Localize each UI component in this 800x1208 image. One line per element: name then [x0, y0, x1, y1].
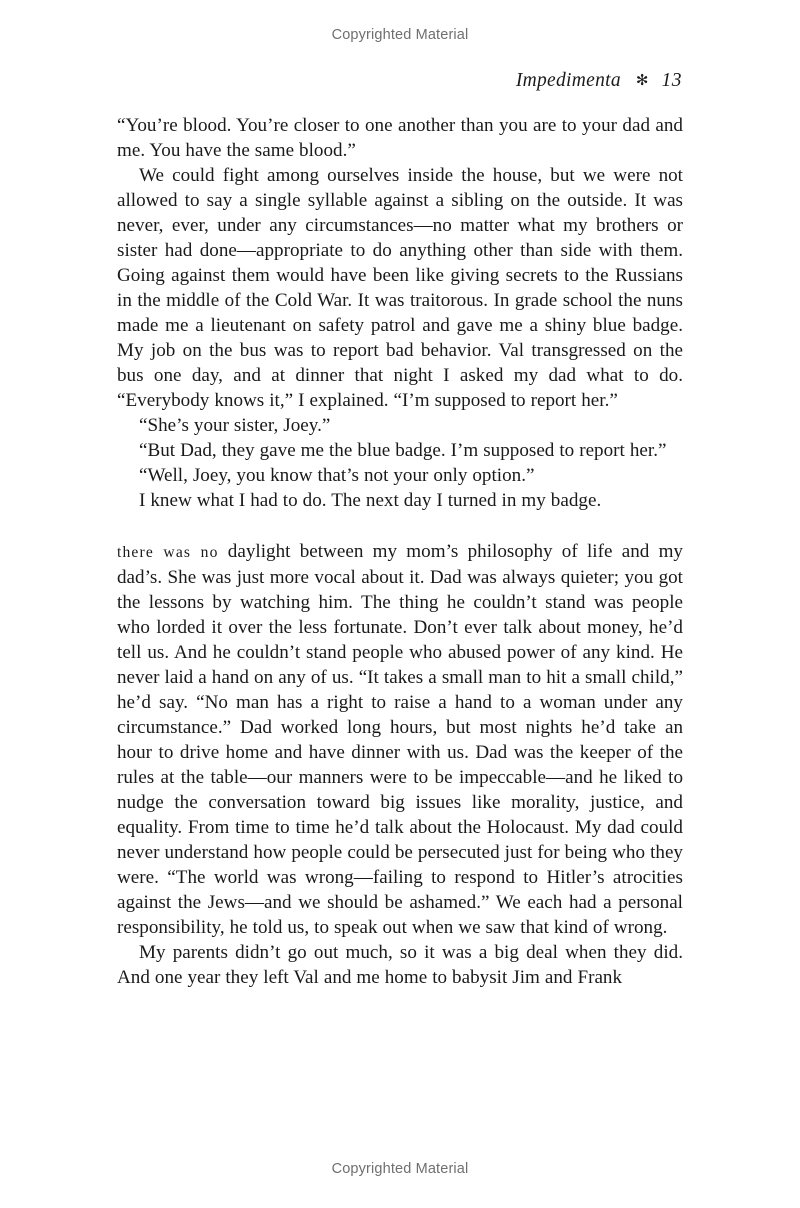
running-head: [516, 70, 682, 92]
paragraph: We could fight among ourselves inside the house, but we were not allowed to say a single syllable against a sibling on the outside. It was never, ever, under any circumstances—no matter what my brothers or sister had done—appropriate to do anything other than side with them. Going against them would have been like giving secrets to the Russians in the middle of the Cold War. It was traitorous. In grade school the nuns made me a lieutenant on safety patrol and gave me a shiny blue badge. My job on the bus was to report bad behavior. Val transgressed on the bus one day, and at dinner that night I asked my dad what to do. “Everybody knows it,” I explained. “I’m supposed to report her.”: [117, 165, 683, 411]
paragraph: My parents didn’t go out much, so it was a big deal when they did. And one year they left Val and me home to babysit Jim and Frank: [117, 942, 683, 988]
paragraph-section-opening: [117, 539, 683, 940]
paragraph-text: daylight between my mom’s philosophy of life and my dad’s. She was just more vocal about it. Dad was always quieter; you got the lessons by watching him. The thing he couldn’t stand was people who lorded it over the less fortunate. Don’t ever talk about money, he’d tell us. And he couldn’t stand people who abused power of any kind. He never laid a hand on any of us. “It takes a small man to hit a small child,” he’d say. “No man has a right to raise a hand to a woman under any circumstance.” Dad worked long hours, but most nights he’d take an hour to drive home and have dinner with us. Dad was the keeper of the rules at the table—our manners were to be impeccable—and he liked to nudge the conversation toward big issues like morality, justice, and equality. From time to time he’d talk about the Holocaust. My dad could never understand how people could be persecuted just for being who they were. “The world was wrong—failing to respond to Hitler’s atrocities against the Jews—and we should be ashamed.” We each had a personal responsibility, he told us, to speak out when we saw that kind of wrong.: [117, 541, 683, 938]
paragraph: “She’s your sister, Joey.”: [139, 415, 331, 436]
copyright-watermark-top: Copyrighted Material: [331, 27, 469, 43]
copyright-watermark-bottom: Copyrighted Material: [331, 1161, 469, 1177]
paragraph: I knew what I had to do. The next day I turned in my badge.: [139, 490, 602, 511]
paragraph: “You’re blood. You’re closer to one another than you are to your dad and me. You have the same blood.”: [117, 115, 683, 161]
page-number: 13: [661, 70, 682, 91]
section-break: [117, 513, 683, 539]
paragraph: “Well, Joey, you know that’s not your only option.”: [139, 465, 535, 486]
paragraph: “But Dad, they gave me the blue badge. I’m supposed to report her.”: [139, 440, 667, 461]
small-caps-opening: there was no: [117, 544, 219, 561]
running-head-title: Impedimenta: [515, 70, 621, 91]
asterisk-icon: ✻: [635, 73, 649, 89]
text-block: [117, 113, 683, 990]
